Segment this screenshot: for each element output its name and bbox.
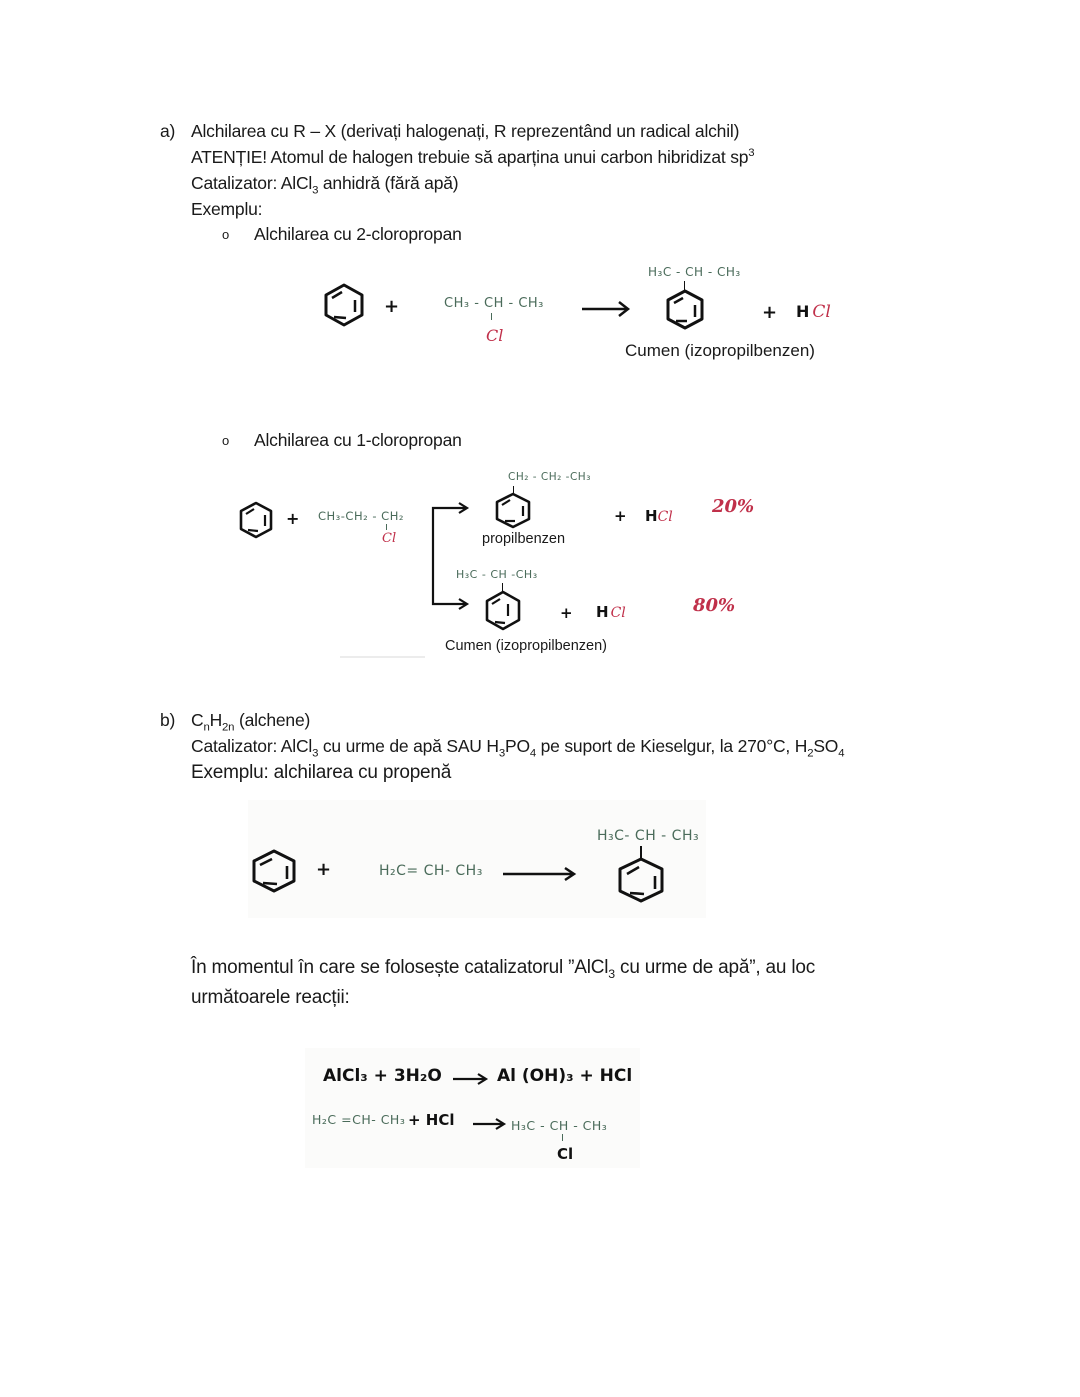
cat-s3: 4	[529, 747, 536, 760]
note-p2: cu urme de apă”, au loc	[614, 957, 816, 978]
equation-1-left: AlCl₃ + 3H₂O	[323, 1066, 442, 1086]
bullet-icon: o	[222, 433, 230, 448]
cat-p5: SO	[813, 736, 839, 756]
hydrogen: H	[796, 302, 810, 321]
byproduct-hcl	[596, 603, 626, 622]
reactant-1-chloropropane: CH₃-CH₂ - CH₂	[318, 509, 404, 523]
equation-2-hcl: + HCl	[408, 1111, 455, 1129]
note-p1: În momentul în care se folosește catalizatorul ”AlCl	[191, 957, 609, 978]
reactant-propene: H₂C= CH- CH₃	[379, 863, 483, 879]
cat-p1: Catalizator: AlCl	[191, 736, 313, 756]
cat-s4: 2	[807, 747, 814, 760]
plus-sign: +	[762, 302, 778, 323]
equation-2-alkene: H₂C =CH- CH₃	[312, 1112, 406, 1127]
product-cumene-chain: H₃C- CH - CH₃	[597, 828, 700, 844]
cat-p2: cu urme de apă SAU H	[318, 736, 499, 756]
benzene-ring-icon	[237, 500, 275, 540]
formula-2n: 2n	[222, 721, 235, 734]
formula-h: H	[209, 710, 223, 730]
reaction-arrow-icon	[472, 1117, 506, 1131]
benzene-ring-icon	[616, 856, 670, 904]
branch-arrow-icon	[430, 504, 470, 610]
plus-sign: +	[384, 296, 400, 317]
formula-c: C	[191, 710, 204, 730]
chlorine: Cl	[657, 509, 673, 525]
note-sub: 3	[608, 966, 615, 981]
benzene-ring-icon	[483, 590, 523, 632]
plus-sign: +	[614, 507, 627, 525]
hydrogen: H	[596, 603, 609, 621]
product-cumene-chain: H₃C - CH - CH₃	[648, 265, 741, 279]
benzene-ring-icon	[493, 492, 533, 530]
yield-propylbenzene: 20%	[712, 496, 755, 517]
formula-rest: (alchene)	[234, 710, 311, 730]
byproduct-hcl	[645, 507, 673, 526]
section-b-marker: b)	[160, 710, 176, 730]
sp3-superscript: 3	[748, 147, 755, 160]
cat-s1: 3	[312, 747, 319, 760]
yield-cumene: 80%	[693, 595, 736, 616]
product-name-cumene: Cumen (izopropilbenzen)	[445, 638, 607, 654]
attention-text: ATENȚIE! Atomul de halogen trebuie să aparțina unui carbon hibridizat sp	[191, 147, 749, 167]
equation-1-right: Al (OH)₃ + HCl	[497, 1066, 633, 1086]
byproduct-hcl	[796, 302, 831, 322]
chlorine-substituent: Cl	[382, 531, 397, 546]
catalyst-subscript: 3	[312, 184, 319, 197]
product-name-cumene: Cumen (izopropilbenzen)	[625, 341, 815, 360]
note-line-2: următoarele reacții:	[191, 987, 350, 1008]
cat-p3: PO	[504, 736, 530, 756]
scan-artifact-divider	[340, 656, 425, 658]
product-name-propylbenzene: propilbenzen	[482, 531, 566, 547]
plus-sign: +	[286, 509, 300, 528]
product-propylbenzene-chain: CH₂ - CH₂ -CH₃	[508, 471, 591, 483]
reaction-arrow-icon	[452, 1072, 488, 1086]
benzene-ring-icon	[250, 848, 298, 894]
attention-note	[191, 144, 754, 170]
benzene-ring-icon	[322, 282, 366, 328]
cat-s5: 4	[838, 747, 845, 760]
chlorine: Cl	[812, 302, 831, 322]
example2-title: Alchilarea cu 1-cloropropan	[254, 430, 462, 450]
benzene-ring-icon	[664, 288, 706, 330]
cat-s2: 3	[498, 747, 505, 760]
formula-n: n	[203, 721, 210, 734]
note-line-1	[191, 953, 815, 983]
catalyst-line-a	[191, 170, 458, 196]
equation-2-product: H₃C - CH - CH₃	[511, 1118, 608, 1133]
reaction-arrow-icon	[502, 866, 576, 882]
cat-p4: pe suport de Kieselgur, la 270°C, H	[535, 736, 808, 756]
plus-sign: +	[316, 859, 332, 880]
bullet-icon: o	[222, 227, 230, 242]
equation-2-chlorine: Cl	[557, 1145, 574, 1163]
product-cumene-chain: H₃C - CH -CH₃	[456, 568, 538, 581]
catalyst-rest: anhidră (fără apă)	[318, 173, 459, 193]
bond-line	[562, 1134, 563, 1141]
plus-sign: +	[560, 604, 573, 622]
chlorine: Cl	[610, 605, 626, 621]
example-label-a: Exemplu:	[191, 199, 263, 219]
chlorine-substituent: Cl	[486, 326, 504, 345]
catalyst-text: Catalizator: AlCl	[191, 173, 313, 193]
catalyst-line-b	[191, 733, 844, 759]
reactant-2-chloropropane: CH₃ - CH - CH₃	[444, 296, 544, 311]
example-label-b: Exemplu: alchilarea cu propenă	[191, 762, 452, 783]
section-b-heading	[191, 707, 310, 733]
section-a-heading: Alchilarea cu R – X (derivați halogenați, R reprezentând un radical alchil)	[191, 121, 740, 141]
bond-line	[491, 313, 492, 320]
reaction-arrow-icon	[581, 300, 631, 318]
section-a-marker: a)	[160, 121, 176, 141]
example1-title: Alchilarea cu 2-cloropropan	[254, 224, 462, 244]
hydrogen: H	[645, 507, 658, 525]
bond-line	[386, 524, 387, 530]
